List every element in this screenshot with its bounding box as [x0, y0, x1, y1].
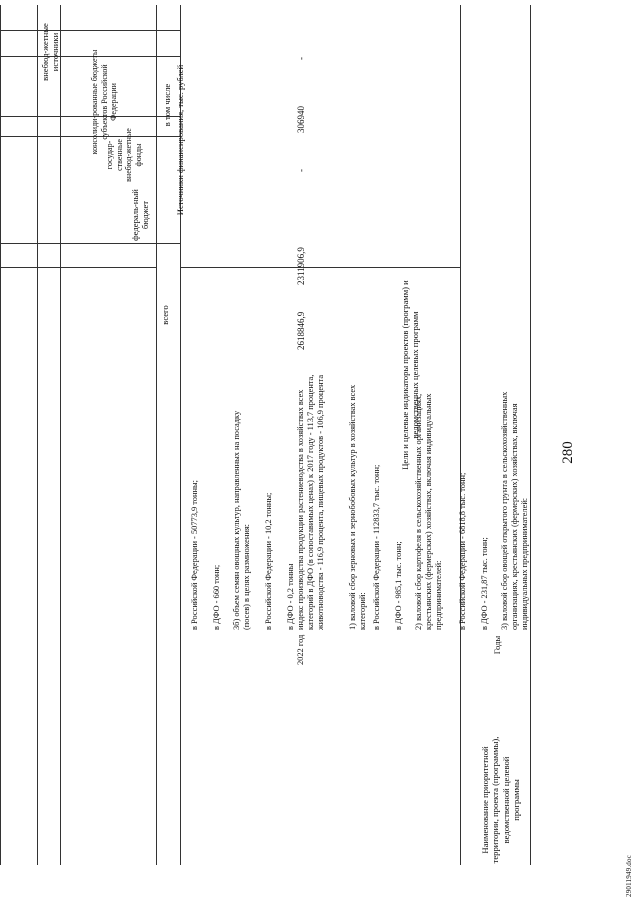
header-goals: Цели и целевые индикаторы проектов (программ) и ведомственных целевых программ: [400, 280, 421, 470]
prev-row-3: 3б) объем семян овощных культур, направленных на посадку (посев) в целях размножения:: [232, 410, 252, 630]
prev-row-1: в Российской Федерации - 50773,9 тонны;: [190, 480, 199, 630]
header-funding: Источники финансирования, тыс. рублей: [175, 64, 185, 216]
row-2022-item-5: 2) валовой сбор картофеля в сельскохозяйственных организациях, крестьянских (фермерских) хозяйствах, включая индивидуальных предпринимателей:: [414, 393, 444, 630]
row-2022-item-6: в Российской Федерации - 6818,8 тыс. тонн;: [458, 472, 467, 630]
header-years: Годы: [492, 635, 502, 655]
header-federal: федераль-ный бюджет: [130, 189, 151, 241]
header-col1: Наименование приоритетной территории, проекта (программы), ведомственной целевой программы: [480, 736, 522, 864]
prev-row-2: в ДФО - 660 тонн;: [212, 564, 221, 630]
table-line: [0, 267, 156, 268]
prev-row-5: в ДФО - 0,2 тонны: [286, 563, 295, 630]
total-amount: 2618846,9: [296, 311, 306, 350]
header-incl: в том числе: [162, 83, 172, 127]
table-line: [0, 30, 180, 31]
extrabudget-amount: -: [296, 57, 306, 60]
prev-row-4: в Российской Федерации - 10,2 тонны;: [264, 492, 273, 630]
table-line: [37, 5, 38, 865]
row-2022-item-4: в ДФО - 985,1 тыс. тонн;: [394, 541, 403, 630]
row-2022-item-7: в ДФО - 231,87 тыс. тонн;: [480, 537, 489, 630]
page-number: 280: [560, 441, 576, 464]
header-state-funds: государ-ственные внебюд-жетные фонды: [105, 128, 143, 182]
header-total: всего: [160, 305, 170, 325]
row-2022-item-1: индекс производства продукции растениеводства в хозяйствах всех категорий в ДФО (в сопоставимых ценах) к 2017 году - 113,7 процента, животноводства - 116,9 процента, пищевых продуктов - 106,9 процента: [296, 374, 326, 630]
table-line: [0, 243, 180, 244]
row-2022-item-2: 1) валовой сбор зерновых и зернобобовых культур в хозяйствах всех категорий:: [348, 384, 368, 630]
table-line: [156, 5, 157, 865]
row-2022-item-3: в Российской Федерации - 112833,7 тыс. тонн;: [372, 464, 381, 630]
table-line: [60, 5, 61, 865]
header-extrabudget: внебюд-жетные источники: [40, 23, 61, 81]
document-id: 29011949.doc: [625, 855, 633, 897]
year-2022: 2022 год: [296, 634, 305, 665]
row-2022-item-8: 3) валовой сбор овощей открытого грунта в сельскохозяйственных организациях, крестьянских (фермерских) хозяйствах, включая индивидуальных предпринимателей:: [500, 391, 530, 630]
state-funds-amount: -: [296, 169, 306, 172]
federal-amount: 2311906,9: [296, 247, 306, 285]
regional-amount: 306940: [296, 106, 306, 133]
table-line: [0, 5, 1, 865]
header-regional: консолиди-рованные бюджеты субъектов Российской Федерации: [90, 49, 119, 155]
